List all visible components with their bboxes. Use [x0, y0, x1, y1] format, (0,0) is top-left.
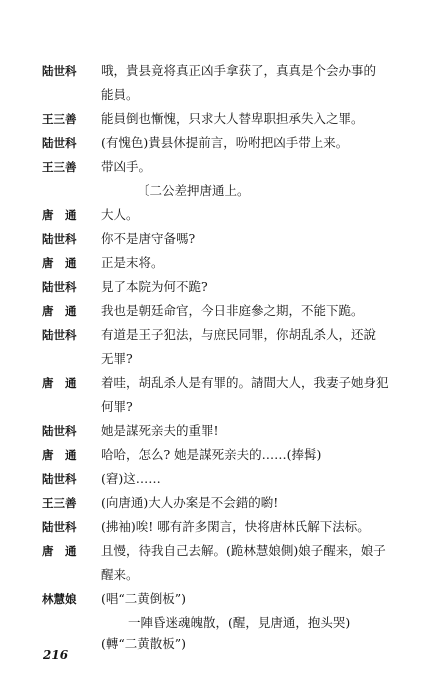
- song-lyric-line: [0, 612, 443, 634]
- dialogue-line: [0, 540, 443, 562]
- dialogue-text: 見了本院为何不跪?: [101, 279, 208, 294]
- dialogue-continuation: [0, 348, 443, 370]
- dialogue-text: (有愧色)貴县休提前言，吩咐把凶手带上来。: [101, 135, 349, 150]
- singing-direction: (唱“二黄倒板”): [101, 591, 187, 606]
- dialogue-line: [0, 492, 443, 514]
- dialogue-line: [0, 108, 443, 130]
- speaker-name: 陆世科: [42, 520, 77, 534]
- stage-direction-text: 〔二公差押唐通上。: [137, 183, 250, 198]
- dialogue-text: 正是末将。: [101, 255, 164, 270]
- dialogue-text: 哦，貴县竟将真正凶手拿获了，真真是个会办事的: [101, 63, 377, 78]
- dialogue-text: 能員。: [101, 87, 139, 102]
- speaker-name: 唐 通: [42, 544, 77, 558]
- speaker-name: 王三善: [42, 112, 77, 126]
- dialogue-continuation: [0, 396, 443, 418]
- speaker-name: 陆世科: [42, 64, 77, 78]
- dialogue-text: 有道是王子犯法，与庶民同罪，你胡乱杀人，还說: [101, 327, 377, 342]
- dialogue-text: 大人。: [101, 207, 139, 222]
- speaker-name: 陆世科: [42, 328, 77, 342]
- dialogue-text: 何罪?: [101, 399, 133, 414]
- dialogue-text: 我也是朝廷命官，今日非庭參之期，不能下跪。: [101, 303, 364, 318]
- dialogue-line: [0, 516, 443, 538]
- speaker-name: 陆世科: [42, 472, 77, 486]
- speaker-name: 陆世科: [42, 424, 77, 438]
- speaker-name: 陆世科: [42, 232, 77, 246]
- dialogue-line: [0, 132, 443, 154]
- speaker-name: 唐 通: [42, 208, 77, 222]
- dialogue-text: 无罪?: [101, 351, 133, 366]
- dialogue-line: [0, 420, 443, 442]
- dialogue-line: [0, 300, 443, 322]
- dialogue-text: (向唐通)大人办案是不会錯的喲!: [101, 495, 279, 510]
- dialogue-line: [0, 228, 443, 250]
- dialogue-text: (窘)这……: [101, 471, 161, 486]
- dialogue-line: [0, 60, 443, 82]
- page-number: 216: [43, 648, 69, 662]
- dialogue-line: [0, 324, 443, 346]
- song-lyric-text: 一陣昏迷魂魄散，(醒，見唐通，抱头哭): [128, 615, 351, 630]
- speaker-name: 唐 通: [42, 304, 77, 318]
- singing-direction: (轉“二黄散板”): [101, 636, 187, 651]
- dialogue-line: [0, 276, 443, 298]
- speaker-name: 王三善: [42, 496, 77, 510]
- dialogue-text: 哈哈，怎么? 她是謀死亲夫的……(捧髯): [101, 447, 322, 462]
- dialogue-line: [0, 444, 443, 466]
- dialogue-text: 能員倒也慚愧，只求大人替卑职担承失入之罪。: [101, 111, 364, 126]
- dialogue-text: 你不是唐守备嗎?: [101, 231, 196, 246]
- speaker-name: 陆世科: [42, 280, 77, 294]
- dialogue-text: (拂袖)唉! 哪有許多閑言，快将唐林氏解下法标。: [101, 519, 370, 534]
- dialogue-line: [0, 468, 443, 490]
- dialogue-text: 带凶手。: [101, 159, 152, 174]
- dialogue-text: 且慢，待我自己去解。(跪林慧娘側)娘子醒来，娘子: [101, 543, 386, 558]
- dialogue-line: [0, 156, 443, 178]
- stage-direction: [0, 180, 443, 202]
- dialogue-line: [0, 252, 443, 274]
- dialogue-continuation: [0, 564, 443, 586]
- dialogue-line: [0, 204, 443, 226]
- dialogue-continuation: [0, 84, 443, 106]
- speaker-name: 唐 通: [42, 448, 77, 462]
- dialogue-text: 她是謀死亲夫的重罪!: [101, 423, 219, 438]
- speaker-name: 唐 通: [42, 256, 77, 270]
- song-cue: [0, 588, 443, 610]
- speaker-name: 唐 通: [42, 376, 77, 390]
- speaker-name: 陆世科: [42, 136, 77, 150]
- dialogue-text: 着哇，胡乱杀人是有罪的。請間大人，我妻子她身犯: [101, 375, 389, 390]
- speaker-name: 林慧娘: [42, 592, 77, 606]
- dialogue-line: [0, 372, 443, 394]
- dialogue-text: 醒来。: [101, 567, 139, 582]
- speaker-name: 王三善: [42, 160, 77, 174]
